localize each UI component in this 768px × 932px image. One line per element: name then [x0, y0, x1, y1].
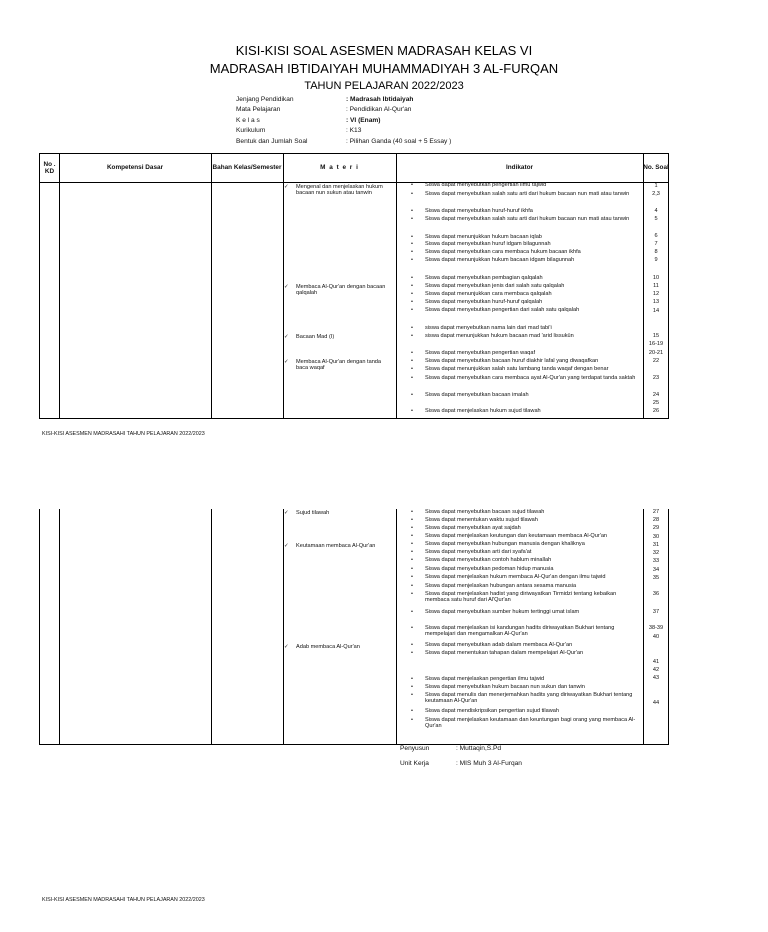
indikator-item [395, 366, 643, 372]
bullet-icon: • [411, 333, 413, 339]
indikator-item [395, 275, 643, 281]
bullet-icon: • [411, 557, 413, 563]
materi-text: Membaca Al-Qur'an dengan bacaan qalqalah [296, 284, 386, 297]
indikator-text: Siswa dapat menyebutkan ayat sajdah [425, 525, 521, 531]
indikator-item [395, 708, 643, 714]
bullet-icon: • [411, 275, 413, 281]
soal-number: 13 [652, 299, 660, 305]
indikator-item [395, 350, 643, 356]
bullet-icon: • [411, 541, 413, 547]
indikator-item [395, 566, 643, 572]
meta-block [236, 95, 451, 147]
indikator-text: Siswa dapat menjelaskan hukum sujud tilawah [425, 408, 541, 414]
materi-item [284, 543, 388, 549]
bullet-icon: • [411, 591, 413, 597]
indikator-text: Siswa dapat menyebutkan sumber hukum tertinggi umat islam [425, 609, 580, 615]
bullet-icon: • [411, 350, 413, 356]
indikator-item [395, 583, 643, 589]
soal-number: 44 [652, 700, 660, 706]
indikator-text: Siswa dapat menyebutkan huruf-huruf qalqalah [425, 299, 543, 305]
meta-row [236, 137, 451, 147]
soal-number: 27 [652, 509, 660, 515]
soal-number: 38-39 [648, 625, 664, 631]
header-indikator: Indikator [506, 164, 533, 172]
soal-number: 25 [652, 400, 660, 406]
soal-number: 42 [652, 667, 660, 673]
bullet-icon: • [411, 208, 413, 214]
bullet-icon: • [411, 684, 413, 690]
bullet-icon: • [411, 676, 413, 682]
soal-number: 33 [652, 558, 660, 564]
indikator-text: Siswa dapat menyebutkan salah satu arti dari hukum bacaan nun mati atau tanwin [425, 191, 630, 197]
meta-value: : K13 [346, 127, 362, 135]
doc-title-1: KISI-KISI SOAL ASESMEN MADRASAH KELAS VI [235, 43, 533, 58]
soal-number: 36 [652, 591, 660, 597]
bullet-icon: • [411, 257, 413, 263]
soal-number: 30 [652, 534, 660, 540]
soal-number: 37 [652, 609, 660, 615]
indikator-item [395, 191, 643, 197]
soal-number: 14 [652, 308, 660, 314]
indikator-text: Siswa dapat menunjukkan cara membaca qalqalah [425, 291, 552, 297]
indikator-item [395, 358, 643, 364]
indikator-item [395, 307, 643, 313]
meta-key: Mata Pelajaran [236, 106, 281, 114]
footer-page-2: KISI-KISI ASESMEN MADRASAHI TAHUN PELAJARAN 2022/2023 [42, 897, 205, 903]
indikator-text: Siswa dapat menjelaskan keutungan dan keutamaan membaca Al-Qur'an [425, 533, 608, 539]
indikator-text: Siswa dapat menyebutkan pengertian dari salah satu qalqalah [425, 307, 580, 313]
indikator-item [395, 541, 643, 547]
indikator-item [395, 241, 643, 247]
materi-item [284, 334, 388, 340]
meta-key: Jenjang Pendidikan [236, 96, 294, 103]
indikator-text: Siswa dapat menunjukkan hukum bacaan idgam bilagunnah [425, 257, 575, 263]
indikator-item [395, 375, 643, 381]
soal-number: 43 [652, 675, 660, 681]
indikator-text: Siswa dapat menyebutkan hukum bacaan nun sukun dan tanwin [425, 684, 585, 690]
soal-number: 7 [654, 241, 658, 247]
bullet-icon: • [411, 549, 413, 555]
soal-number: 22 [652, 358, 660, 364]
soal-number: 16-19 [648, 341, 664, 347]
materi-item [284, 644, 388, 650]
indikator-item [395, 642, 643, 648]
indikator-item [395, 574, 643, 580]
indikator-item [395, 684, 643, 690]
materi-text: Mengenal dan menjelaskan hukum bacaan nun sukun atau tanwin [296, 184, 383, 197]
indikator-text: Siswa dapat menjelaskan isi kandungan hadits diriwayatkan Bukhari tentang mempelajari dan mengamalkan Al-Qur'an [425, 625, 615, 638]
bullet-icon: • [411, 566, 413, 572]
indikator-item [395, 692, 643, 705]
meta-row [236, 95, 451, 105]
indikator-text: Siswa dapat menyebutkan pedoman hidup manusia [425, 566, 554, 572]
bullet-icon: • [411, 182, 413, 188]
indikator-text: Siswa dapat menulis dan menerjemahkan hadits yang diriwayatkan Bukhari tentang keutamaan Al-Qur'an [425, 692, 633, 705]
soal-number: 23 [652, 375, 660, 381]
signature-row [400, 745, 501, 752]
indikator-item [395, 257, 643, 263]
bullet-icon: • [411, 708, 413, 714]
indikator-item [395, 216, 643, 222]
indikator-text: Siswa dapat menunjukkan salah satu lambang tanda waqaf dengan benar [425, 366, 609, 372]
bullet-icon: • [411, 358, 413, 364]
soal-number: 28 [652, 517, 660, 523]
meta-value: : Pendidikan Al-Qur'an [346, 106, 412, 114]
check-icon: ✓ [284, 334, 289, 340]
indikator-text: Siswa dapat menyebutkan pembagian qalqalah [425, 275, 543, 281]
soal-number: 29 [652, 525, 660, 531]
indikator-item [395, 283, 643, 289]
header-materi: M a t e r i [320, 164, 359, 172]
indikator-text: Siswa dapat menyebutkan cara membaca hukum bacaan ikhfa [425, 249, 581, 255]
indikator-text: Siswa dapat menyebutkan pengertian waqaf [425, 350, 536, 356]
signature-key: Penyusun [400, 745, 430, 752]
indikator-text: Siswa dapat menyebutkan contoh hablum minallah [425, 557, 552, 563]
bullet-icon: • [411, 509, 413, 515]
indikator-item [395, 182, 643, 188]
bullet-icon: • [411, 517, 413, 523]
indikator-item [395, 533, 643, 539]
bullet-icon: • [411, 392, 413, 398]
doc-title-2: MADRASAH IBTIDAIYAH MUHAMMADIYAH 3 AL-FURQAN [209, 61, 559, 76]
check-icon: ✓ [284, 359, 289, 365]
indikator-item [395, 557, 643, 563]
signature-value: : Muttaqin,S.Pd [456, 745, 502, 752]
indikator-text: Siswa dapat menjelaskan pengertian ilmu tajwid [425, 676, 545, 682]
indikator-text: Siswa dapat menjelaskan keutamaan dan keuntungan bagi orang yang membaca Al-Qur'an [425, 717, 636, 730]
bullet-icon: • [411, 249, 413, 255]
bullet-icon: • [411, 307, 413, 313]
indikator-item [395, 333, 643, 339]
bullet-icon: • [411, 583, 413, 589]
bullet-icon: • [411, 717, 413, 723]
soal-number: 5 [654, 216, 658, 222]
bullet-icon: • [411, 375, 413, 381]
indikator-item [395, 408, 643, 414]
soal-number: 4 [654, 208, 658, 214]
soal-number: 41 [652, 659, 660, 665]
indikator-item [395, 676, 643, 682]
bullet-icon: • [411, 291, 413, 297]
bullet-icon: • [411, 366, 413, 372]
indikator-text: Siswa dapat menyebutkan arti dari syafa'at [425, 549, 532, 555]
soal-number: 11 [653, 283, 659, 289]
materi-item [284, 184, 388, 197]
bullet-icon: • [411, 642, 413, 648]
indikator-item [395, 717, 643, 730]
indikator-item [395, 549, 643, 555]
indikator-item [395, 234, 643, 240]
indikator-item [395, 392, 643, 398]
materi-text: Membaca Al-Qur'an dengan tanda baca waqaf [296, 359, 382, 372]
indikator-text: Siswa dapat menentukan tahapan dalam mempelajari Al-Qur'an [425, 650, 584, 656]
soal-number: 24 [652, 392, 660, 398]
signature-value: : MIS Muh 3 Al-Furqan [456, 760, 522, 767]
bullet-icon: • [411, 216, 413, 222]
check-icon: ✓ [284, 543, 289, 549]
indikator-text: Siswa dapat menyebutkan pengertian ilmu tajwid [425, 182, 547, 188]
indikator-text: Siswa dapat menyebutkan cara membaca ayat Al-Qur'an yang terdapat tanda saktah [425, 375, 636, 381]
materi-text: Keutamaan membaca Al-Qur'an [296, 543, 376, 549]
meta-row [236, 105, 451, 115]
bullet-icon: • [411, 525, 413, 531]
indikator-item [395, 249, 643, 255]
soal-number: 26 [652, 408, 660, 414]
indikator-text: Siswa dapat menjelaskan hubungan antara sesama manusia [425, 583, 577, 589]
indikator-text: Siswa dapat menyebutkan jenis dari salah satu qalqalah [425, 283, 565, 289]
bullet-icon: • [411, 283, 413, 289]
materi-text: Bacaan Mad (I) [296, 334, 335, 340]
bullet-icon: • [411, 650, 413, 656]
indikator-text: Siswa dapat menjelaskan hukum membaca Al-Qur'an dengan ilmu tajwid [425, 574, 606, 580]
meta-value: : Pilihan Ganda (40 soal + 5 Essay ) [346, 137, 452, 145]
indikator-item [395, 650, 643, 656]
header-bahan: Bahan Kelas/Semester [212, 164, 282, 172]
check-icon: ✓ [284, 284, 289, 290]
signature-key: Unit Kerja [400, 760, 429, 767]
soal-number: 35 [652, 575, 660, 581]
indikator-item [395, 525, 643, 531]
indikator-text: Siswa dapat mendiskripsikan pengertian sujud tilawah [425, 708, 560, 714]
bullet-icon: • [411, 234, 413, 240]
indikator-text: Siswa dapat menyebutkan bacaan sujud tilawah [425, 509, 545, 515]
materi-item [284, 284, 388, 297]
bullet-icon: • [411, 299, 413, 305]
bullet-icon: • [411, 325, 413, 331]
indikator-text: siswa dapat menunjukkan hukum bacaan mad 'arid lissukūn [425, 333, 574, 339]
meta-value: : VI (Enam) [346, 116, 381, 124]
check-icon: ✓ [284, 510, 289, 516]
check-icon: ✓ [284, 184, 289, 190]
indikator-item [395, 591, 643, 604]
indikator-item [395, 299, 643, 305]
indikator-text: Siswa dapat menyebutkan huruf-huruf ikhfa [425, 208, 533, 214]
materi-item [284, 359, 388, 372]
meta-key: K e l a s [236, 116, 260, 124]
doc-title-3: TAHUN PELAJARAN 2022/2023 [304, 80, 464, 92]
materi-text: Sujud tilawah [296, 510, 330, 516]
indikator-item [395, 208, 643, 214]
soal-number: 31 [652, 542, 660, 548]
header-no-kd: No . KD [43, 160, 56, 175]
indikator-text: Siswa dapat menunjukkan hukum bacaan iqlab [425, 234, 542, 240]
indikator-text: Siswa dapat menyebutkan adab dalam membaca Al-Qur'an [425, 642, 573, 648]
meta-row [236, 116, 451, 126]
indikator-text: siswa dapat menyebutkan nama lain dari mad tabi'i [425, 325, 552, 331]
bullet-icon: • [411, 191, 413, 197]
meta-value: : Madrasah Ibtidaiyah [346, 96, 414, 103]
soal-number: 34 [652, 567, 660, 573]
indikator-item [395, 325, 643, 331]
soal-number: 8 [654, 249, 658, 255]
soal-number: 32 [652, 550, 660, 556]
bullet-icon: • [411, 574, 413, 580]
soal-number: 12 [652, 291, 660, 297]
meta-key: Kurikulum [236, 127, 266, 135]
bullet-icon: • [411, 609, 413, 615]
soal-number: 2,3 [652, 191, 660, 197]
indikator-text: Siswa dapat menyebutkan salah satu arti dari hukum bacaan nun mati atau tanwin [425, 216, 630, 222]
check-icon: ✓ [284, 644, 289, 650]
indikator-text: Siswa dapat menentukan waktu sujud tilawah [425, 517, 538, 523]
signature-row [400, 760, 522, 767]
bullet-icon: • [411, 625, 413, 631]
header-kompetensi-dasar: Kompetensi Dasar [106, 164, 164, 172]
soal-number: 20-21 [648, 350, 664, 356]
materi-text: Adab membaca Al-Qur'an [296, 644, 360, 650]
soal-number: 10 [652, 275, 660, 281]
indikator-text: Siswa dapat menyebutkan huruf idgam bilagunnah [425, 241, 551, 247]
indikator-text: Siswa dapat menyebutkan bacaan huruf diakhir lafal yang diwaqafkan [425, 358, 599, 364]
indikator-item [395, 609, 643, 615]
indikator-text: Siswa dapat menyebutkan bacaan imalah [425, 392, 529, 398]
soal-number: 6 [654, 233, 658, 239]
materi-item [284, 510, 388, 516]
indikator-item [395, 291, 643, 297]
soal-number: 40 [652, 634, 660, 640]
soal-number: 1 [654, 183, 658, 189]
meta-row [236, 126, 451, 136]
bullet-icon: • [411, 692, 413, 698]
indikator-item [395, 625, 643, 638]
indikator-text: Siswa dapat menjelaskan hadist yang diriwayatkan Tirmidzi tentang kebaikan membaca satu huruf dari Al'Qur'an [425, 591, 617, 604]
meta-key: Bentuk dan Jumlah Soal [236, 137, 308, 145]
bullet-icon: • [411, 533, 413, 539]
indikator-item [395, 517, 643, 523]
header-no-soal: No. Soal [643, 164, 669, 172]
bullet-icon: • [411, 241, 413, 247]
footer-page-1: KISI-KISI ASESMEN MADRASAHI TAHUN PELAJARAN 2022/2023 [42, 431, 205, 437]
indikator-text: Siswa dapat menyebutkan hubungan manusia dengan khaliknya [425, 541, 585, 547]
bullet-icon: • [411, 408, 413, 414]
soal-number: 9 [654, 257, 658, 263]
indikator-item [395, 509, 643, 515]
soal-number: 15 [652, 333, 660, 339]
